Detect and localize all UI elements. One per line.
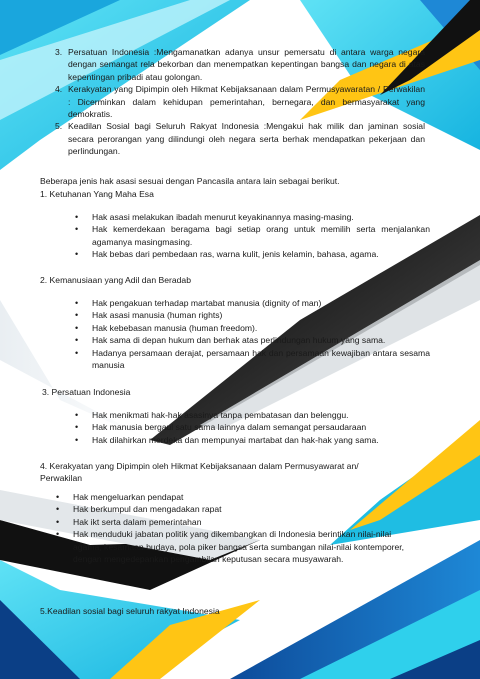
section-heading: 2. Kemanusiaan yang Adil dan Beradab [40,275,191,285]
bullet-icon: • [56,492,60,502]
bullet-list [75,297,430,371]
principles-list [55,46,425,158]
list-item: • Hak sama di depan hukum dan berhak atas perlindungan hukum yang sama. [75,335,386,346]
section-heading: 4. Kerakyatan yang Dipimpin oleh Hikmat Kebijaksanaan dalam Permusyawarat an/ Perwakilan [40,461,359,484]
bullet-list [75,409,430,446]
section-heading: 1. Ketuhanan Yang Maha Esa [40,189,154,199]
bullet-icon: • [75,347,79,358]
list-item: • Hak kemerdekaan beragama bagi setiap orang untuk memilih serta menjalankan agamanya masingmasing. [75,224,430,247]
bullet-icon: • [75,310,79,321]
list-item: • Hak menikmati hak-hak asasinya tanpa pembatasan dan belenggu. [75,410,349,420]
bullet-icon: • [75,298,79,308]
list-item: • Hak mengeluarkan pendapat [56,492,184,502]
bullet-list [75,211,430,261]
bullet-icon: • [75,434,79,445]
principle-item [55,83,425,120]
item-number: 4. [55,84,63,95]
bullet-icon: • [75,335,79,346]
list-item: • Hak menduduki jabatan politik yang dikembangkan di Indonesia berintikan nilai-nilai agama, kesamaan budaya, pola piker bangsa serta sumbangan nilai-nilai kontemporer, dengan mengedepankan pengambilan keputusan secara musyawarah. [56,529,405,565]
bullet-icon: • [75,410,79,420]
bullet-icon: • [56,516,60,527]
bullet-icon: • [75,224,79,235]
list-item: • Hak asasi manusia (human rights) [75,310,223,321]
item-text: Keadilan Sosial bagi Seluruh Rakyat Indonesia :Mengakui hak milik dan jaminan sosial secara perorangan yang dilindungi oleh negara serta berhak mendapatkan pekerjaan dan perlindungan. [68,121,425,157]
list-item: • Hak ikt serta dalam pemerintahan [56,516,202,527]
intro-paragraph: Beberapa jenis hak asasi sesuai dengan Pancasila antara lain sebagai berikut. [40,176,340,186]
bullet-icon: • [75,322,79,333]
list-item: • Hak bebas dari pembedaan ras, warna kulit, jenis kelamin, bahasa, agama. [75,249,379,260]
item-number: 3. [55,47,63,57]
principle-item [55,120,425,157]
section-heading: 3. Persatuan Indonesia [42,387,131,397]
item-text: Persatuan Indonesia :Mengamanatkan adanya unsur pemersatu di antara warga negara dengan semangat rela bekorban dan menempatkan kepentingan bangsa dan negara di atas kepentingan pribadi atau golongan. [68,47,425,82]
item-number: 5. [55,121,63,132]
item-text: Kerakyatan yang Dipimpin oleh Hikmat Kebijaksanaan dalam Permusyawaratan / Perwakilan : Dicerminkan dalam kehidupan pemerintahan, bernegara, dan bermasyarakat yang demokratis. [68,84,425,120]
list-item: • Hadanya persamaan derajat, persamaan hak dan persamaan kewajiban antara sesama manusia [75,347,430,371]
bullet-icon: • [75,212,79,222]
bullet-icon: • [56,529,60,540]
list-item: • Hak berkumpul dan mengadakan rapat [56,504,222,515]
list-item: • Hak kebebasan manusia (human freedom). [75,322,258,333]
principle-item [55,46,425,83]
bullet-icon: • [75,249,79,260]
final-heading: 5.Keadilan sosial bagi seluruh rakyat Indonesia [40,606,220,616]
list-item: • Hak manusia bergaul satu sama lainnya dalam semangat persaudaraan [75,422,367,433]
bullet-icon: • [75,422,79,433]
bullet-icon: • [56,504,60,515]
list-item: • Hak dilahirkan merdeka dan mempunyai martabat dan hak-hak yang sama. [75,434,379,445]
list-item: • Hak pengakuan terhadap martabat manusia (dignity of man) [75,298,322,308]
list-item: • Hak asasi melakukan ibadah menurut keyakinannya masing-masing. [75,212,354,222]
bullet-list [56,491,416,565]
